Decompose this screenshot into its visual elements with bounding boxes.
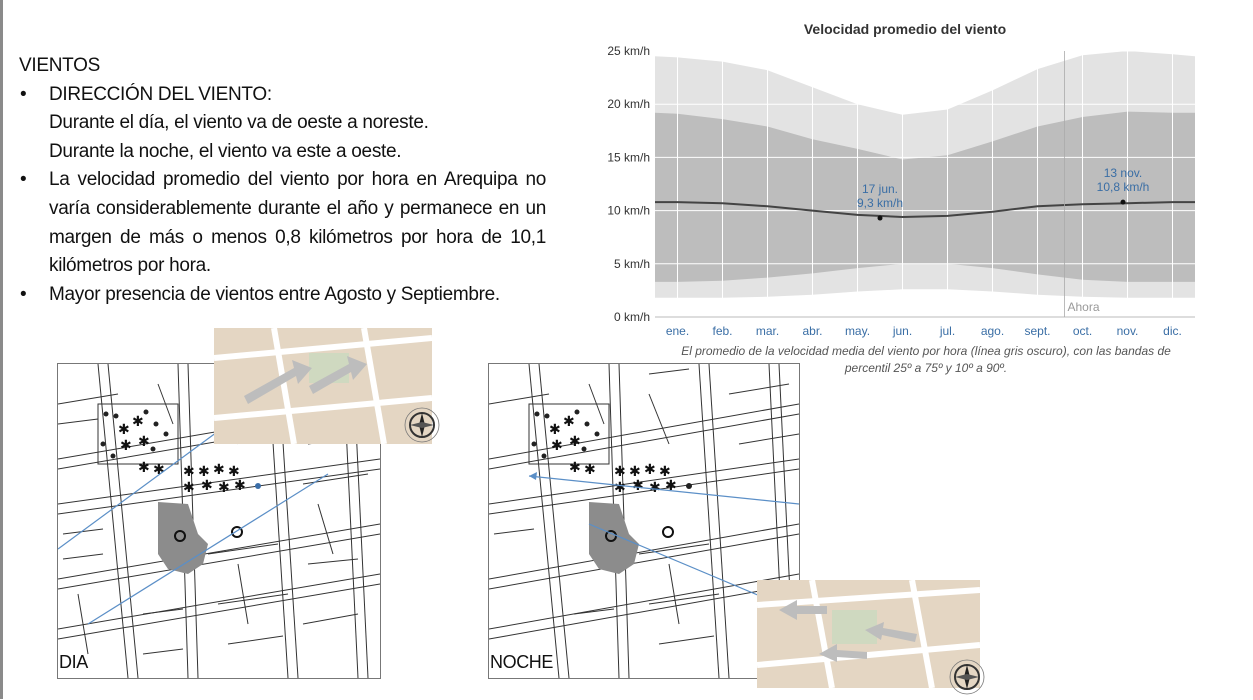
x-tick-label: abr. — [802, 324, 823, 338]
night-map-drawing — [489, 364, 799, 678]
description-text — [19, 52, 546, 309]
svg-text:✱: ✱ — [183, 480, 195, 496]
svg-text:✱: ✱ — [649, 480, 661, 496]
annotation-date: 13 nov. — [1103, 166, 1143, 181]
bullet-average-speed: • La velocidad promedio del viento por hora en Arequipa no varía considerablemente durante el año y permanece en un margen de más o menos 0,8 kilómetros por hora de 10,1 kilómetros por hora. — [19, 166, 546, 280]
x-tick-label: jul. — [939, 324, 956, 338]
x-tick-label: dic. — [1163, 324, 1182, 338]
svg-text:✱: ✱ — [132, 414, 144, 430]
left-border — [0, 0, 3, 699]
svg-text:✱: ✱ — [198, 464, 210, 480]
caption-line-2: percentil 25º a 75º y 10º a 90º. — [844, 361, 1008, 375]
chart-svg — [590, 14, 1205, 344]
x-tick-label: jun. — [892, 324, 913, 338]
svg-text:✱: ✱ — [659, 464, 671, 480]
night-site-map — [488, 363, 800, 679]
x-tick-label: oct. — [1072, 324, 1093, 338]
annotation-point — [878, 216, 883, 221]
caption-line-1: El promedio de la velocidad media del viento por hora (línea gris oscuro), con las bandas de — [681, 344, 1171, 358]
svg-text:✱: ✱ — [614, 480, 626, 496]
svg-text:✱: ✱ — [153, 462, 165, 478]
wind-speed-chart — [590, 14, 1205, 384]
svg-text:✱: ✱ — [213, 462, 225, 478]
bullet-list — [19, 81, 546, 310]
day-compass-icon — [399, 402, 445, 448]
svg-text:✱: ✱ — [228, 464, 240, 480]
bullet-title: • DIRECCIÓN DEL VIENTO: — [49, 83, 272, 105]
x-tick-label: ago. — [980, 324, 1005, 338]
bullet-wind-direction — [19, 81, 546, 167]
svg-text:✱: ✱ — [632, 478, 644, 494]
annotation-value: 10,8 km/h — [1096, 180, 1150, 195]
annotation-value: 9,3 km/h — [856, 196, 904, 211]
svg-text:✱: ✱ — [120, 438, 132, 454]
x-tick-label: may. — [844, 324, 871, 338]
svg-text:✱: ✱ — [569, 460, 581, 476]
svg-text:✱: ✱ — [183, 464, 195, 480]
day-direction-text: Durante el día, el viento va de oeste a noreste. — [49, 112, 429, 134]
night-compass-icon — [944, 654, 990, 700]
annotation-date: 17 jun. — [861, 182, 899, 197]
svg-text:✱: ✱ — [549, 422, 561, 438]
svg-text:✱: ✱ — [569, 434, 581, 450]
svg-text:✱: ✱ — [563, 414, 575, 430]
svg-text:✱: ✱ — [118, 422, 130, 438]
section-heading: VIENTOS — [19, 55, 100, 76]
svg-text:✱: ✱ — [234, 478, 246, 494]
svg-text:✱: ✱ — [138, 434, 150, 450]
x-tick-label: ene. — [665, 324, 690, 338]
now-label: Ahora — [1067, 300, 1100, 314]
night-label: NOCHE — [490, 652, 554, 672]
x-tick-label: nov. — [1116, 324, 1139, 338]
svg-text:✱: ✱ — [629, 464, 641, 480]
svg-text:✱: ✱ — [218, 480, 230, 496]
chart-title: Velocidad promedio del viento — [803, 21, 1007, 37]
y-tick-label: 25 km/h — [607, 44, 650, 58]
svg-text:✱: ✱ — [551, 438, 563, 454]
x-tick-label: mar. — [755, 324, 780, 338]
night-direction-text: Durante la noche, el viento va este a oeste. — [49, 140, 402, 162]
svg-text:✱: ✱ — [665, 478, 677, 494]
svg-text:✱: ✱ — [584, 462, 596, 478]
bullet-peak-months: • Mayor presencia de vientos entre Agosto y Septiembre. — [19, 281, 546, 310]
svg-text:✱: ✱ — [644, 462, 656, 478]
annotation-point — [1121, 200, 1126, 205]
y-tick-label: 5 km/h — [613, 256, 650, 271]
day-label: DIA — [59, 652, 88, 672]
x-tick-label: feb. — [712, 324, 733, 338]
y-tick-label: 10 km/h — [607, 203, 650, 218]
y-tick-label: 15 km/h — [607, 150, 650, 165]
svg-text:✱: ✱ — [138, 460, 150, 476]
x-tick-label: sept. — [1024, 324, 1051, 338]
svg-text:✱: ✱ — [614, 464, 626, 480]
svg-text:✱: ✱ — [201, 478, 213, 494]
y-tick-label: 20 km/h — [607, 97, 650, 112]
y-tick-label: 0 km/h — [613, 310, 650, 324]
